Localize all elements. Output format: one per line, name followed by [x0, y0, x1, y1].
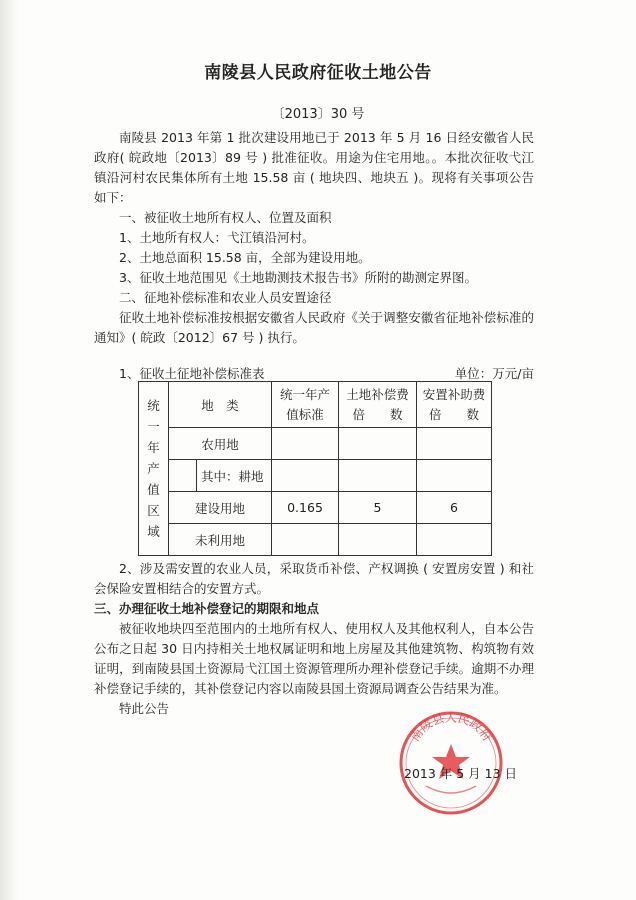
svg-text:南陵县人民政府: 南陵县人民政府 [407, 710, 495, 744]
table-row [139, 524, 492, 556]
item-1-1: 1、土地所有权人：弋江镇沿河村。 [119, 230, 315, 245]
section-2-heading: 二、征地补偿标准和农业人员安置途径 [119, 290, 332, 305]
header-land-type: 地 类 [169, 382, 272, 428]
table-row [139, 460, 492, 492]
row-label: 其中：耕地 [197, 460, 272, 492]
row-value [272, 524, 339, 556]
official-seal-icon [396, 708, 506, 818]
compensation-table [138, 381, 492, 556]
closing-line: 特此公告 [119, 701, 170, 716]
item-1-2: 2、土地总面积 15.58 亩，全部为建设用地。 [119, 250, 371, 265]
table-caption: 1、征收土征地补偿标准表 [119, 366, 265, 381]
row-label: 建设用地 [169, 492, 272, 524]
row-label: 未利用地 [169, 524, 272, 556]
document-number: 〔2013〕30 号 [271, 107, 365, 122]
item-1-3: 3、征收土地范围见《土地勘测技术报告书》所附的勘测定界图。 [119, 270, 477, 285]
table-row [139, 492, 492, 524]
item-2-2: 2、涉及需安置的农业人员，采取货币补偿、产权调换 ( 安置房安置 ) 和社会保险安置相结合的安置方式。 [94, 561, 534, 596]
region-side-label: 统 一 年 产 值 区 域 [139, 382, 169, 556]
document-date: 2013 年 5 月 13 日 [404, 766, 518, 781]
row-resettle-mult [417, 428, 492, 460]
header-resettlement: 安置补助费 倍 数 [417, 382, 492, 428]
row-resettle-mult [417, 460, 492, 492]
section-3-paragraph: 被征收地块四至范围内的土地所有权人、使用权人及其他权利人，自本公告公布之日起 30 日内持相关土地权属证明和地上房屋及其他建筑物、构筑物有效证明，到南陵县国土资源局弋江国土资源管理所办理补偿登记手续。逾期不办理补偿登记手续的，其补偿登记内容以南陵县国土资源局调查公告结果为准。 [94, 621, 534, 696]
row-resettle-mult [417, 524, 492, 556]
row-land-mult [339, 460, 417, 492]
intro-paragraph: 南陵县 2013 年第 1 批次建设用地已于 2013 年 5 月 16 日经安徽省人民政府( 皖政地〔2013〕89 号 ) 批准征收。用途为住宅用地。。本批次征收弋江镇沿河村农民集体所有土地 15.58 亩 ( 地块四、地块五 )。现将有关事项公告如下： [94, 130, 534, 205]
row-resettle-mult: 6 [417, 492, 492, 524]
table-unit: 单位：万元/亩 [454, 366, 534, 381]
row-land-mult [339, 524, 417, 556]
row-label: 农用地 [169, 428, 272, 460]
row-land-mult [339, 428, 417, 460]
row-value [272, 428, 339, 460]
row-land-mult: 5 [339, 492, 417, 524]
table-row [139, 428, 492, 460]
document-title: 南陵县人民政府征收土地公告 [204, 63, 432, 83]
row-value: 0.165 [272, 492, 339, 524]
section-1-heading: 一、被征收土地所有权人、位置及面积 [119, 210, 332, 225]
row-value [272, 460, 339, 492]
document-body-continued [94, 559, 534, 719]
header-land-compensation: 土地补偿费 倍 数 [339, 382, 417, 428]
document-body [94, 128, 534, 348]
section-3-heading: 三、办理征收土地补偿登记的期限和地点 [94, 601, 320, 616]
indent-spacer [169, 460, 197, 492]
scan-edge-shadow [0, 0, 18, 900]
header-annual-output: 统一年产 值标准 [272, 382, 339, 428]
section-2-paragraph: 征收土地补偿标准按根据安徽省人民政府《关于调整安徽省征地补偿标准的通知》( 皖政〔2012〕67 号 ) 执行。 [94, 310, 534, 345]
